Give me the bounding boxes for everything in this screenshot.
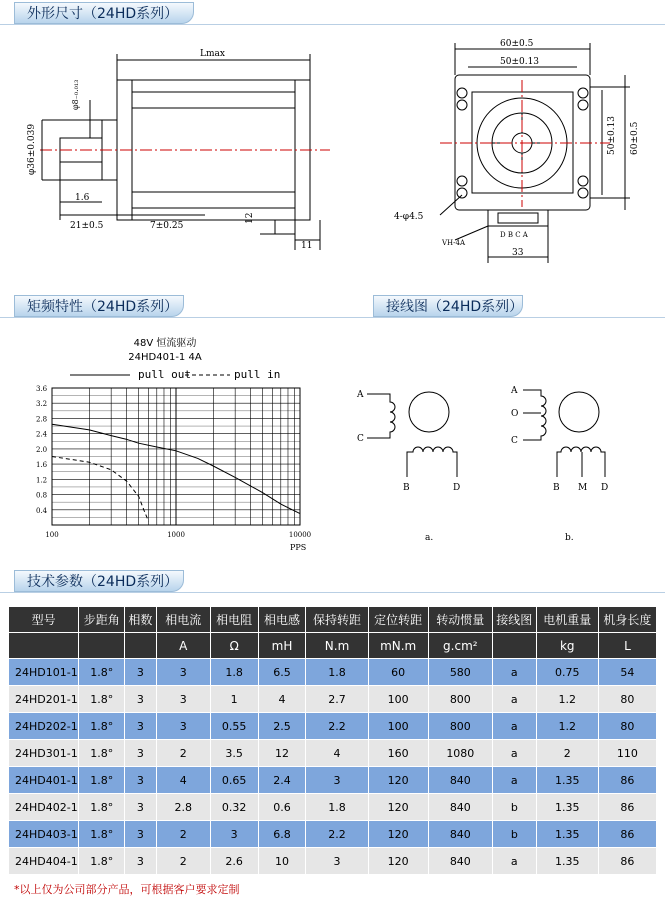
wiring-diagrams — [345, 360, 645, 550]
y-tick-label: 0.8 — [36, 491, 48, 500]
torque-chart — [0, 330, 340, 560]
column-header: 定位转距 — [368, 607, 428, 633]
table-cell: 4 — [156, 767, 210, 794]
table-cell: 86 — [598, 794, 656, 821]
table-row — [9, 740, 657, 767]
table-cell: 86 — [598, 848, 656, 875]
table-cell: 24HD402-1 — [9, 794, 79, 821]
table-row — [9, 794, 657, 821]
table-cell: 2.4 — [258, 767, 306, 794]
table-cell: a — [492, 686, 536, 713]
column-header: 相数 — [125, 607, 157, 633]
table-row — [9, 848, 657, 875]
table-cell: 24HD403-1 — [9, 821, 79, 848]
column-header: 步距角 — [79, 607, 125, 633]
column-header: 接线图 — [492, 607, 536, 633]
specs-table — [8, 606, 657, 875]
table-cell: 1.35 — [536, 848, 598, 875]
table-cell: 800 — [428, 713, 492, 740]
table-cell: 1.35 — [536, 767, 598, 794]
table-cell: 2 — [156, 848, 210, 875]
y-tick-label: 3.2 — [36, 400, 48, 409]
table-cell: a — [492, 740, 536, 767]
table-cell: 3 — [156, 659, 210, 686]
table-cell: 54 — [598, 659, 656, 686]
column-unit: Ω — [210, 633, 258, 659]
y-tick-label: 2.0 — [36, 445, 48, 454]
table-cell: 3 — [125, 794, 157, 821]
side-view-drawing — [20, 40, 350, 260]
table-cell: 800 — [428, 686, 492, 713]
table-row — [9, 767, 657, 794]
boss-dia-label: φ36±0.039 — [27, 123, 37, 175]
y-tick-label: 1.6 — [36, 461, 48, 470]
y-tick-label: 1.2 — [36, 476, 48, 485]
table-cell: 1.8° — [79, 713, 125, 740]
table-row — [9, 821, 657, 848]
specs-header-unit — [9, 633, 657, 659]
table-cell: 2.8 — [156, 794, 210, 821]
shaft-dia-label: φ8₋₀.₀₁₃ — [71, 79, 80, 110]
dim-7: 7±0.25 — [150, 221, 184, 231]
table-cell: 60 — [368, 659, 428, 686]
wire-b-C: C — [511, 436, 518, 446]
table-cell: 1.8° — [79, 659, 125, 686]
table-cell: 3 — [306, 767, 368, 794]
table-cell: 4 — [306, 740, 368, 767]
column-header: 型号 — [9, 607, 79, 633]
table-cell: 2 — [156, 740, 210, 767]
table-cell: 1.2 — [536, 686, 598, 713]
table-cell: 840 — [428, 794, 492, 821]
width-60: 60±0.5 — [500, 39, 534, 49]
column-header: 保持转距 — [306, 607, 368, 633]
table-row — [9, 713, 657, 740]
width-33: 33 — [512, 248, 524, 258]
table-cell: 6.8 — [258, 821, 306, 848]
dim-11: 11 — [301, 241, 313, 251]
column-header: 相电感 — [258, 607, 306, 633]
table-cell: 24HD401-1 — [9, 767, 79, 794]
specs-table-body — [9, 659, 657, 875]
table-cell: 1.8 — [210, 659, 258, 686]
pins-label: D B C A — [500, 231, 528, 239]
wire-a-A: A — [357, 390, 364, 400]
table-cell: 840 — [428, 821, 492, 848]
height-60: 60±0.5 — [630, 121, 640, 155]
table-cell: 0.32 — [210, 794, 258, 821]
y-tick-label: 2.4 — [36, 430, 48, 439]
table-cell: 160 — [368, 740, 428, 767]
table-cell: 840 — [428, 848, 492, 875]
height-50: 50±0.13 — [607, 115, 617, 155]
table-cell: 24HD404-1 — [9, 848, 79, 875]
table-cell: 0.65 — [210, 767, 258, 794]
column-unit: kg — [536, 633, 598, 659]
y-tick-label: 0.4 — [36, 506, 48, 515]
table-cell: 580 — [428, 659, 492, 686]
series-pull-in — [52, 457, 149, 522]
table-cell: 10 — [258, 848, 306, 875]
table-cell: 3 — [125, 848, 157, 875]
table-cell: a — [492, 659, 536, 686]
table-cell: 2.5 — [258, 713, 306, 740]
x-axis-label: PPS — [290, 543, 307, 552]
table-cell: 4 — [258, 686, 306, 713]
lmax-label: Lmax — [200, 49, 225, 59]
table-cell: 24HD201-1 — [9, 686, 79, 713]
table-cell: 110 — [598, 740, 656, 767]
table-cell: 3 — [125, 740, 157, 767]
table-cell: 1.8° — [79, 686, 125, 713]
table-cell: 24HD202-1 — [9, 713, 79, 740]
table-cell: 2.7 — [306, 686, 368, 713]
x-tick-label: 1000 — [167, 531, 185, 539]
table-cell: 3 — [210, 821, 258, 848]
table-cell: 120 — [368, 794, 428, 821]
table-cell: 1.8° — [79, 740, 125, 767]
table-cell: 2.6 — [210, 848, 258, 875]
table-cell: 100 — [368, 713, 428, 740]
table-cell: 1.8° — [79, 767, 125, 794]
column-unit: g.cm² — [428, 633, 492, 659]
table-cell: b — [492, 794, 536, 821]
table-cell: 3 — [125, 713, 157, 740]
column-header: 相电流 — [156, 607, 210, 633]
table-cell: 80 — [598, 713, 656, 740]
section-header-dimensions: 外形尺寸（24HD系列） — [14, 2, 194, 24]
table-cell: a — [492, 713, 536, 740]
table-cell: 6.5 — [258, 659, 306, 686]
table-cell: b — [492, 821, 536, 848]
section-header-wiring: 接线图（24HD系列） — [373, 295, 523, 317]
table-cell: 12 — [258, 740, 306, 767]
header-rule — [0, 317, 665, 318]
column-header: 相电阻 — [210, 607, 258, 633]
dim-21: 21±0.5 — [70, 221, 104, 231]
table-cell: 3 — [156, 686, 210, 713]
holes-label: 4-φ4.5 — [394, 212, 424, 222]
y-tick-label: 2.8 — [36, 415, 48, 424]
table-cell: 3 — [125, 821, 157, 848]
table-cell: 120 — [368, 821, 428, 848]
table-cell: 1.8 — [306, 659, 368, 686]
table-cell: 0.6 — [258, 794, 306, 821]
table-cell: 1.35 — [536, 794, 598, 821]
table-row — [9, 686, 657, 713]
table-cell: 1.2 — [536, 713, 598, 740]
table-row — [9, 659, 657, 686]
column-header: 机身长度 — [598, 607, 656, 633]
table-cell: 120 — [368, 767, 428, 794]
wire-a-C: C — [357, 434, 364, 444]
wire-a-B: B — [403, 483, 410, 493]
column-unit — [492, 633, 536, 659]
table-cell: 86 — [598, 767, 656, 794]
wire-a-D: D — [453, 483, 461, 493]
x-tick-label: 10000 — [288, 531, 312, 539]
table-cell: 1.8° — [79, 821, 125, 848]
table-cell: 0.75 — [536, 659, 598, 686]
column-unit — [9, 633, 79, 659]
table-cell: 80 — [598, 686, 656, 713]
x-tick-label: 100 — [45, 531, 59, 539]
column-unit: A — [156, 633, 210, 659]
column-unit: mH — [258, 633, 306, 659]
connector-label: VH-4A — [442, 239, 466, 247]
column-unit — [125, 633, 157, 659]
table-cell: 1.8° — [79, 794, 125, 821]
column-unit: L — [598, 633, 656, 659]
wiring-caption-a: a. — [425, 533, 434, 543]
column-header: 转动惯量 — [428, 607, 492, 633]
y-tick-label: 3.6 — [36, 385, 48, 393]
table-cell: 1080 — [428, 740, 492, 767]
table-cell: 100 — [368, 686, 428, 713]
table-cell: 3 — [125, 686, 157, 713]
table-cell: 2.2 — [306, 821, 368, 848]
table-cell: 3 — [156, 713, 210, 740]
dim-1-6: 1.6 — [75, 193, 90, 203]
chart-title: 48V 恒流驱动 — [133, 338, 197, 349]
wire-b-B: B — [553, 483, 560, 493]
column-unit: mN.m — [368, 633, 428, 659]
table-cell: 24HD301-1 — [9, 740, 79, 767]
section-header-torque: 矩频特性（24HD系列） — [14, 295, 184, 317]
wire-b-M: M — [578, 483, 588, 493]
dim-12: 12 — [245, 212, 255, 224]
table-cell: a — [492, 767, 536, 794]
table-cell: 120 — [368, 848, 428, 875]
table-cell: 3 — [125, 659, 157, 686]
wire-b-A: A — [511, 386, 518, 396]
legend-pull-out: pull out — [138, 368, 191, 381]
footnote: *以上仅为公司部分产品，可根据客户要求定制 — [14, 883, 240, 896]
wiring-caption-b: b. — [565, 533, 574, 543]
specs-table-head — [9, 607, 657, 659]
table-cell: 1.35 — [536, 821, 598, 848]
header-rule — [0, 24, 665, 25]
table-cell: 2.2 — [306, 713, 368, 740]
table-cell: 2 — [156, 821, 210, 848]
table-cell: 3 — [306, 848, 368, 875]
specs-header-top — [9, 607, 657, 633]
column-header: 电机重量 — [536, 607, 598, 633]
table-cell: 1.8 — [306, 794, 368, 821]
table-cell: 3.5 — [210, 740, 258, 767]
width-50: 50±0.13 — [500, 57, 540, 67]
legend-pull-in: pull in — [234, 368, 281, 381]
column-unit: N.m — [306, 633, 368, 659]
wire-b-O: O — [511, 409, 519, 419]
wire-b-D: D — [601, 483, 609, 493]
table-cell: 840 — [428, 767, 492, 794]
header-rule — [0, 592, 665, 593]
table-cell: 1 — [210, 686, 258, 713]
table-cell: a — [492, 848, 536, 875]
table-cell: 1.8° — [79, 848, 125, 875]
column-unit — [79, 633, 125, 659]
section-header-specs: 技术参数（24HD系列） — [14, 570, 184, 592]
table-cell: 24HD101-1 — [9, 659, 79, 686]
table-cell: 86 — [598, 821, 656, 848]
table-cell: 3 — [125, 767, 157, 794]
chart-subtitle: 24HD401-1 4A — [128, 352, 202, 363]
table-cell: 0.55 — [210, 713, 258, 740]
front-view-drawing — [380, 35, 650, 270]
table-cell: 2 — [536, 740, 598, 767]
